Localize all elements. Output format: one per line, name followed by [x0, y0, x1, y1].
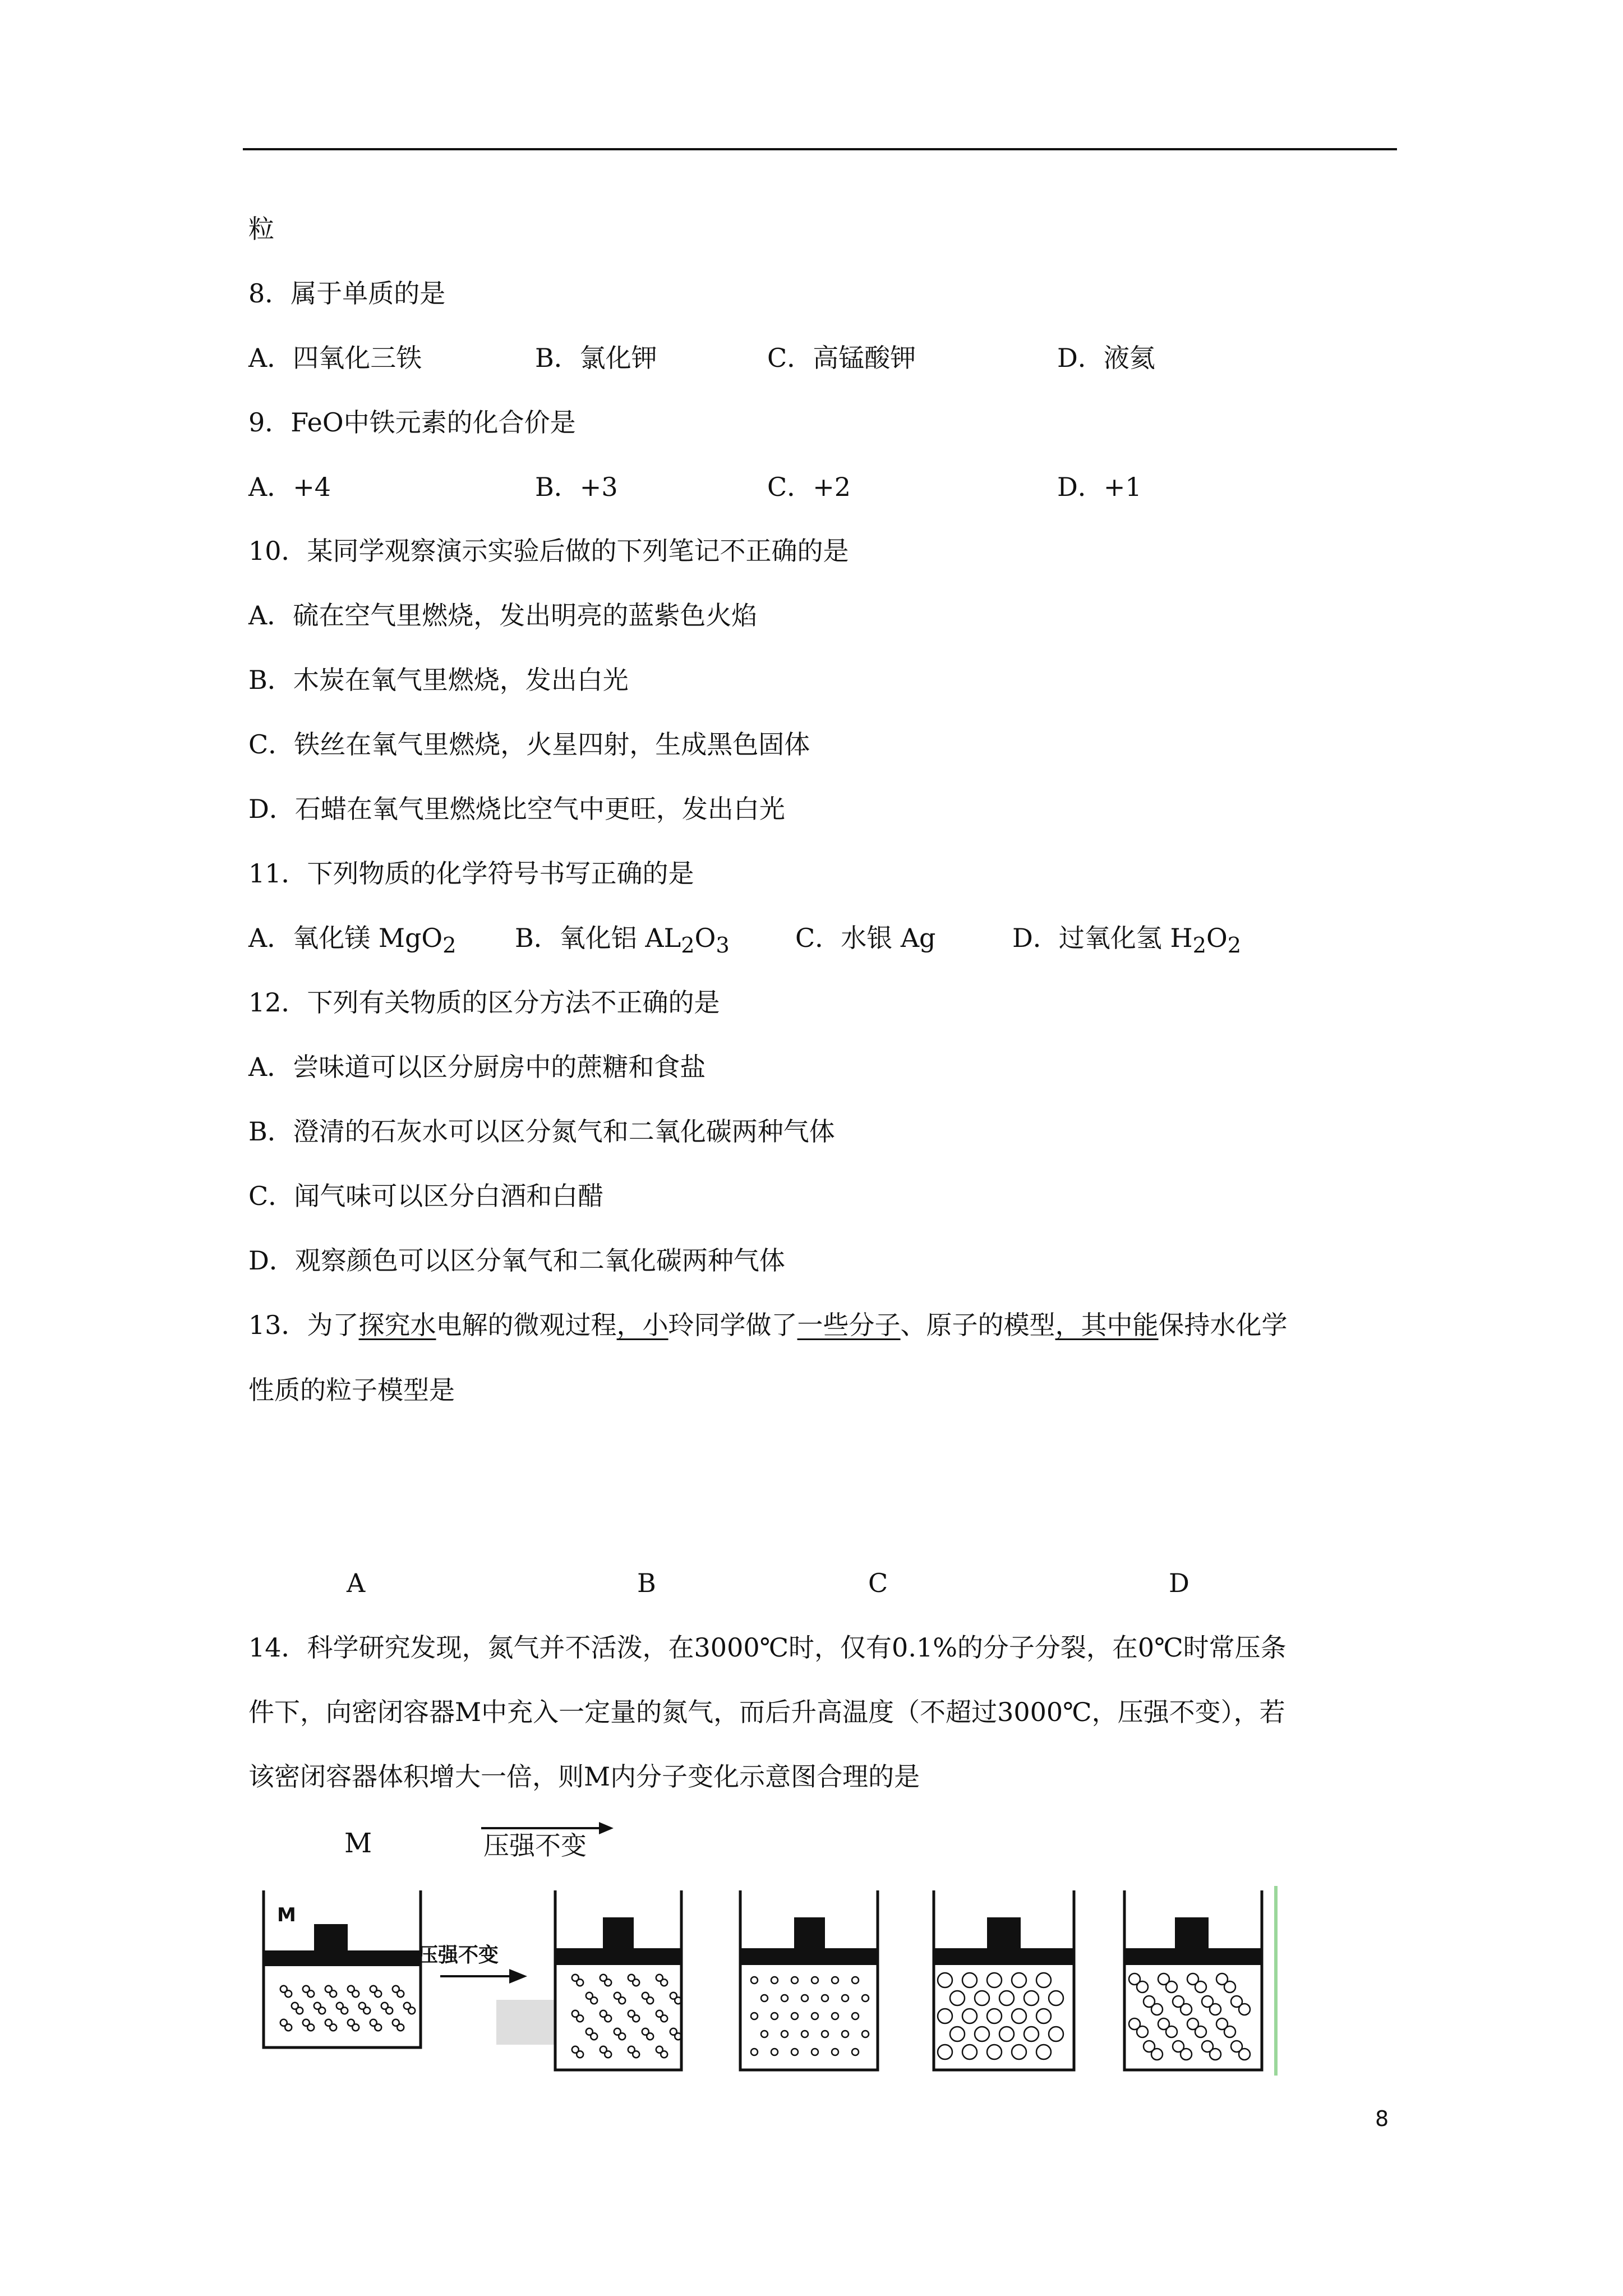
figure-header-pressure: 压强不变	[483, 1830, 587, 1861]
molecule-diagram	[241, 1885, 1340, 2076]
q9-option-d: D．+1	[1057, 472, 1142, 502]
q12-option-b: B．澄清的石灰水可以区分氮气和二氧化碳两种气体	[248, 1116, 835, 1147]
q13-choice-d: D	[1169, 1568, 1189, 1598]
container-label: M	[277, 1904, 296, 1926]
q9-option-b: B．+3	[535, 472, 618, 502]
q10-option-a: A．硫在空气里燃烧，发出明亮的蓝紫色火焰	[248, 600, 758, 631]
q11-option-c: C．水银 Ag	[795, 923, 936, 953]
question-10: 10．某同学观察演示实验后做的下列笔记不正确的是	[248, 536, 849, 566]
q10-option-d: D．石蜡在氧气里燃烧比空气中更旺，发出白光	[248, 794, 785, 824]
q9-option-a: A．+4	[248, 472, 331, 502]
question-14-line-1: 14．科学研究发现，氮气并不活泼，在3000℃时，仅有0.1%的分子分裂，在0℃时常压条	[248, 1632, 1287, 1663]
q12-option-a: A．尝味道可以区分厨房中的蔗糖和食盐	[248, 1052, 706, 1082]
figure-header-m: M	[344, 1828, 372, 1859]
q10-option-b: B．木炭在氧气里燃烧，发出白光	[248, 665, 629, 695]
q8-option-d: D．液氦	[1057, 343, 1155, 373]
q13-choice-c: C	[868, 1568, 888, 1598]
q13-choice-a: A	[347, 1568, 366, 1598]
question-12: 12．下列有关物质的区分方法不正确的是	[248, 987, 720, 1018]
question-11: 11．下列物质的化学符号书写正确的是	[248, 858, 694, 889]
molecule-particles	[280, 1973, 1250, 2060]
q12-option-c: C．闻气味可以区分白酒和白醋	[248, 1181, 604, 1211]
question-8: 8．属于单质的是	[248, 278, 446, 309]
question-14-line-3: 该密闭容器体积增大一倍，则M内分子变化示意图合理的是	[248, 1761, 920, 1792]
arrow-pressure	[418, 1944, 527, 1984]
question-9: 9．FeO中铁元素的化合价是	[248, 407, 576, 438]
header-rule	[243, 148, 1397, 150]
text-line: 粒	[248, 214, 274, 244]
q13-line-2: 性质的粒子模型是	[248, 1375, 455, 1405]
option-c-container	[934, 1890, 1074, 2070]
q12-option-d: D．观察颜色可以区分氧气和二氧化碳两种气体	[248, 1245, 785, 1276]
q11-option-b: B．氧化铝 $AL_2O_3$	[515, 923, 730, 959]
question-13: 13．为了探究水电解的微观过程，小玲同学做了一些分子、原子的模型，其中能保持水化学	[248, 1310, 1288, 1340]
blurred-mark	[496, 2000, 555, 2045]
question-14-line-2: 件下，向密闭容器M中充入一定量的氮气，而后升高温度（不超过3000℃，压强不变），若	[248, 1697, 1285, 1727]
q9-option-c: C．+2	[767, 472, 851, 502]
q10-option-c: C．铁丝在氧气里燃烧，火星四射，生成黑色固体	[248, 729, 810, 760]
q11-option-a: A．氧化镁 MgO$_2$	[248, 923, 457, 959]
q13-choice-b: B	[637, 1568, 656, 1598]
q8-option-b: B．氯化钾	[535, 343, 657, 373]
figure-header-arrow	[480, 1820, 615, 1837]
arrow-label: 压强不变	[418, 1944, 499, 1967]
q8-option-c: C．高锰酸钾	[767, 343, 916, 373]
page-number: 8	[1375, 2106, 1389, 2131]
option-b-container	[740, 1890, 878, 2070]
q8-option-a: A．四氧化三铁	[248, 343, 422, 373]
q11-option-d: D．过氧化氢 $H_2O_2$	[1012, 923, 1242, 959]
